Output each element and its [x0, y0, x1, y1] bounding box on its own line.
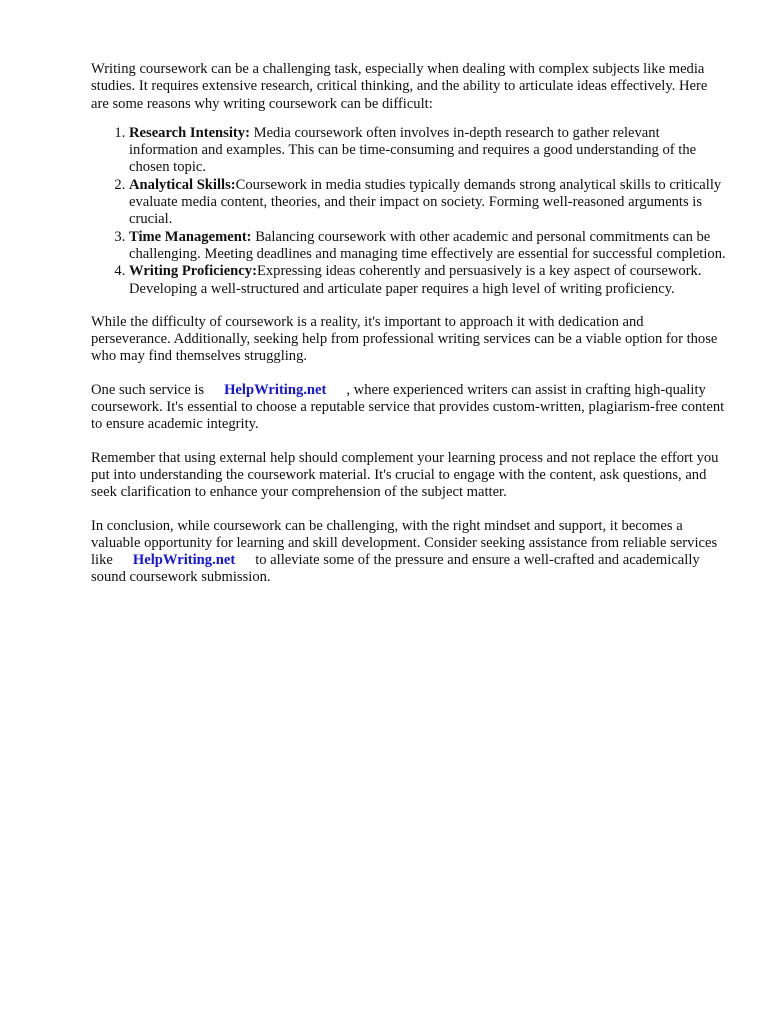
- reason-term: Time Management:: [129, 228, 252, 245]
- reason-term: Research Intensity:: [129, 124, 250, 141]
- reason-term: Analytical Skills:: [129, 176, 236, 193]
- service-text-after: , where experienced writers can assist in crafting high-quality coursework. It's essential to choose a reputable service that provides custom-written, plagiarism-free content to ensure academic integrity.: [91, 381, 725, 433]
- reason-item-writing: [129, 263, 727, 298]
- reason-item-time: [129, 229, 727, 264]
- conclusion-paragraph: [91, 518, 727, 587]
- reason-text: Balancing coursework with other academic and personal commitments can be challenging. Meeting deadlines and managing time effectively are essential for successful completion.: [129, 228, 726, 262]
- difficulty-paragraph: While the difficulty of coursework is a reality, it's important to approach it with dedication and perseverance. Additionally, seeking help from professional writing services can be a viable option for those who may find themselves struggling.: [91, 313, 718, 365]
- conclusion-text-after: to alleviate some of the pressure and ensure a well-crafted and academically sound coursework submission.: [91, 552, 700, 586]
- reason-text: Expressing ideas coherently and persuasively is a key aspect of coursework. Developing a well-structured and articulate paper requires a high level of writing proficiency.: [129, 263, 702, 297]
- reason-item-research: [129, 125, 727, 177]
- intro-paragraph: Writing coursework can be a challenging task, especially when dealing with complex subjects like media studies. It requires extensive research, critical thinking, and the ability to articulate ideas effectively. Here are some reasons why writing coursework can be difficult:: [91, 61, 708, 112]
- helpwriting-link[interactable]: HelpWriting.net: [132, 552, 236, 569]
- helpwriting-link[interactable]: HelpWriting.net: [224, 381, 327, 398]
- service-paragraph: [91, 382, 727, 434]
- document-page: [91, 61, 727, 603]
- service-text-before: One such service is: [91, 381, 205, 398]
- reason-item-analytical: [129, 177, 727, 229]
- conclusion-text-before: In conclusion, while coursework can be challenging, with the right mindset and support, it becomes a valuable opportunity for learning and skill development. Consider seeking assistance from reliable services like: [91, 517, 718, 569]
- reasons-list: [91, 125, 727, 298]
- reason-text: Media coursework often involves in-depth research to gather relevant information and examples. This can be time-consuming and requires a good understanding of the chosen topic.: [129, 124, 697, 176]
- remember-paragraph: Remember that using external help should complement your learning process and not replace the effort you put into understanding the coursework material. It's crucial to engage with the content, ask questions, and seek clarification to enhance your comprehension of the subject matter.: [91, 449, 719, 501]
- reason-text: Coursework in media studies typically demands strong analytical skills to critically evaluate media content, theories, and their impact on society. Forming well-reasoned arguments is crucial.: [129, 176, 722, 228]
- reason-term: Writing Proficiency:: [129, 263, 257, 280]
